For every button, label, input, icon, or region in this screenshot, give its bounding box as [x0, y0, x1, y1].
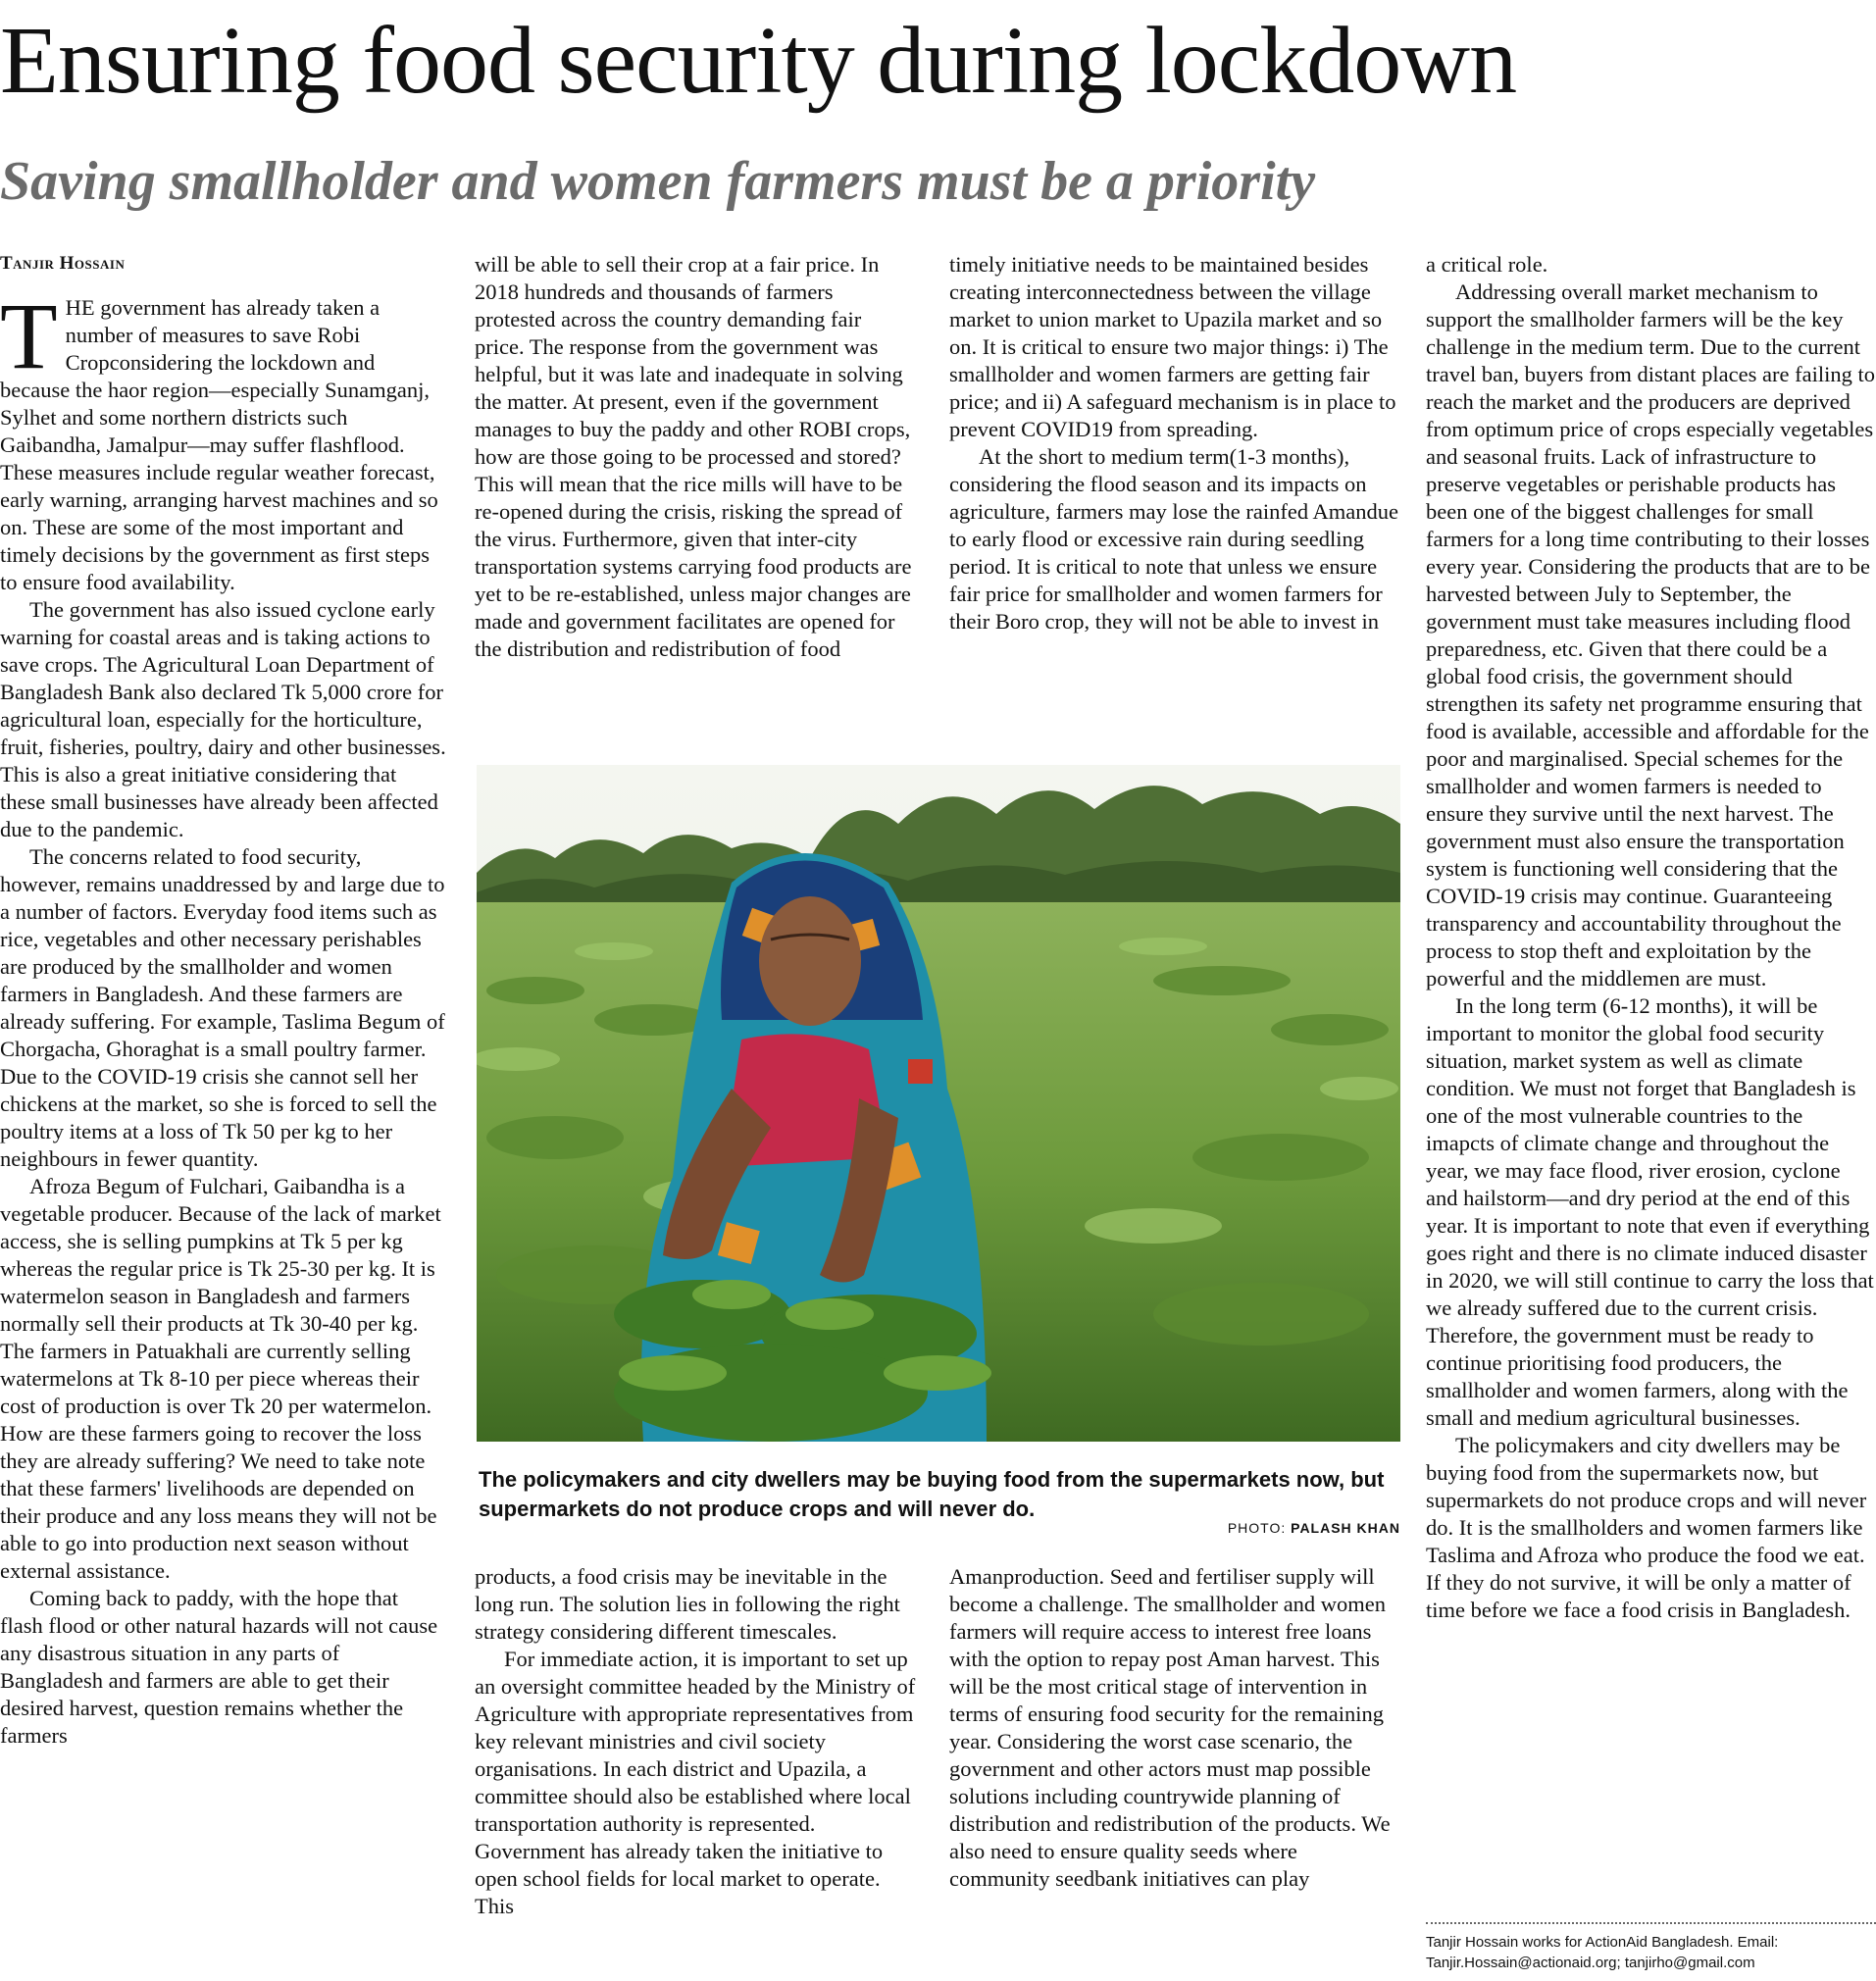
article-photo — [477, 765, 1400, 1442]
article-paragraph: In the long term (6-12 months), it will be important to monitor the global food security situation, market system as well as climate condition. We must not forget that Bangladesh is one of the most vulnerable countries to the imapcts of climate change and throughout the year, we may face flood, river erosion, cyclone and hailstorm—and dry period at the end of this year. It is important to note that even if everything goes right and there is no climate induced disaster in 2020, we will still continue to carry the loss that we already suffered due to the current crisis. Therefore, the government must be ready to continue prioritising food producers, the smallholder and women farmers, along with the small and medium agricultural businesses. — [1426, 993, 1874, 1430]
article-column-3-top — [949, 251, 1400, 743]
article-paragraph: The concerns related to food security, however, remains unaddressed by and large due to a number of factors. Everyday food items such as rice, vegetables and other necessary perishables are produced by the smallholder and women farmers in Bangladesh. And these farmers are already suffering. For example, Taslima Begum of Chorgacha, Ghoraghat is a small poultry farmer. Due to the COVID-19 crisis she cannot sell her chickens at the market, so she is forced to sell the poultry items at a loss of Tk 50 per kg to her neighbours in fewer quantity. — [0, 844, 445, 1171]
article-paragraph: Afroza Begum of Fulchari, Gaibandha is a vegetable producer. Because of the lack of market access, she is selling pumpkins at Tk 5 per kg whereas the regular price is Tk 25-30 per kg. It is watermelon season in Bangladesh and farmers normally sell their products at Tk 30-40 per kg. The farmers in Patuakhali are currently selling watermelons at Tk 8-10 per piece whereas their cost of production is over Tk 20 per watermelon. How are these farmers going to recover the loss they are already suffering? We need to take note that these farmers' livelihoods are depended on their produce and any loss means they will not be able to go into production next season without external assistance. — [0, 1174, 441, 1583]
article-paragraph: a critical role. — [1426, 252, 1548, 277]
article-paragraph: For immediate action, it is important to set up an oversight committee headed by the Ministry of Agriculture with appropriate representatives from key relevant ministries and civil society organisations. In each district and Upazila, a committee should also be established where local transportation authority is represented. Government has already taken the initiative to open school fields for local market to operate. This — [475, 1647, 916, 1918]
article-paragraph: The government has also issued cyclone early warning for coastal areas and is taking actions to save crops. The Agricultural Loan Department of Bangladesh Bank also declared Tk 5,000 crore for agricultural loan, especially for the horticulture, fruit, fisheries, poultry, dairy and other businesses. This is also a great initiative considering that these small businesses have already been affected due to the pandemic. — [0, 597, 446, 841]
article-paragraph: At the short to medium term(1-3 months), considering the flood season and its impacts on agriculture, farmers may lose the rainfed Amandue to early flood or excessive rain during seedling period. It is critical to note that unless we ensure fair price for smallholder and women farmers for their Boro crop, they will not be able to invest in — [949, 444, 1398, 634]
article-column-1 — [0, 294, 446, 1981]
drop-cap: T — [0, 294, 58, 388]
subheadline: Saving smallholder and women farmers must be a priority — [0, 151, 1316, 212]
photo-credit-label: PHOTO: — [1227, 1520, 1287, 1536]
article-column-2-bottom — [475, 1563, 916, 1981]
article-paragraph: Coming back to paddy, with the hope that flash flood or other natural hazards will not cause any disastrous situation in any parts of Bangladesh and farmers are able to get their desired harvest, question remains whether the farmers — [0, 1586, 438, 1748]
headline: Ensuring food security during lockdown — [0, 8, 1517, 114]
photo-caption: The policymakers and city dwellers may be buying food from the supermarkets now, but supermarkets do not produce crops and will never do. — [479, 1467, 1385, 1521]
article-column-3-bottom — [949, 1563, 1400, 1981]
article-column-2-top — [475, 251, 916, 743]
article-paragraph: will be able to sell their crop at a fair price. In 2018 hundreds and thousands of farmers protested across the country demanding fair price. The response from the government was helpful, but it was late and inadequate in solving the matter. At present, even if the government manages to buy the paddy and other ROBI crops, how are those going to be processed and stored? This will mean that the rice mills will have to be re-opened during the crisis, risking the spread of the virus. Furthermore, given that inter-city transportation systems carrying food products are yet to be re-established, unless major changes are made and government facilitates are opened for the distribution and redistribution of food — [475, 252, 912, 661]
photo-credit-name: PALASH KHAN — [1291, 1520, 1400, 1536]
article-paragraph: products, a food crisis may be inevitable in the long run. The solution lies in following the right strategy considering different timescales. — [475, 1564, 900, 1644]
article-paragraph: Addressing overall market mechanism to support the smallholder farmers will be the key challenge in the medium term. Due to the current travel ban, buyers from distant places are failing to reach the market and the producers are deprived from optimum price of crops especially vegetables and seasonal fruits. Lack of infrastructure to preserve vegetables or perishable products has been one of the biggest challenges for small farmers for a long time contributing to their losses every year. Considering the products that are to be harvested between July to September, the government must take measures including flood preparedness, etc. Given that there could be a global food crisis, the government should strengthen its safety net programme ensuring that food is available, accessible and affordable for the poor and marginalised. Special schemes for the smallholder and women farmers is needed to ensure they survive until the next harvest. The government must also ensure the transportation system is functioning well considering that the COVID-19 crisis may continue. Guaranteeing transparency and accountability throughout the process to stop theft and exploitation by the powerful and the middlemen are must. — [1426, 279, 1875, 990]
byline: Tanjir Hossain — [0, 253, 126, 274]
article-column-4 — [1426, 251, 1876, 1912]
article-paragraph: The policymakers and city dwellers may be buying food from the supermarkets now, but supermarkets do not produce crops and will never do. It is the smallholders and women farmers like Taslima and Afroza who produce the food we eat. If they do not survive, it will be only a matter of time before we face a food crisis in Bangladesh. — [1426, 1433, 1867, 1622]
article-paragraph: THE government has already taken a number of measures to save Robi Cropconsidering the lockdown and because the haor region—especially Sunamganj, Sylhet and some northern districts such Gaibandha, Jamalpur—may suffer flashflood. These measures include regular weather forecast, early warning, arranging harvest machines and so on. These are some of the most important and timely decisions by the government as first steps to ensure food availability. — [0, 294, 438, 594]
article-paragraph: timely initiative needs to be maintained besides creating interconnectedness between the village market to union market to Upazila market and so on. It is critical to ensure two major things: i) The smallholder and women farmers are getting fair price; and ii) A safeguard mechanism is in place to prevent COVID19 from spreading. — [949, 252, 1396, 441]
photo-credit — [1228, 1520, 1400, 1536]
article-paragraph: Amanproduction. Seed and fertiliser supply will become a challenge. The smallholder and women farmers will require access to interest free loans with the option to repay post Aman harvest. This will be the most critical stage of intervention in terms of ensuring food security for the remaining year. Considering the worst case scenario, the government and other actors must map possible solutions including countrywide planning of distribution and redistribution of the products. We also need to ensure quality seeds where community seedbank initiatives can play — [949, 1564, 1391, 1891]
author-footnote: Tanjir Hossain works for ActionAid Bangladesh. Email: Tanjir.Hossain@actionaid.org; tanjirho@gmail.com — [1426, 1934, 1779, 1971]
footer-divider — [1426, 1922, 1876, 1924]
